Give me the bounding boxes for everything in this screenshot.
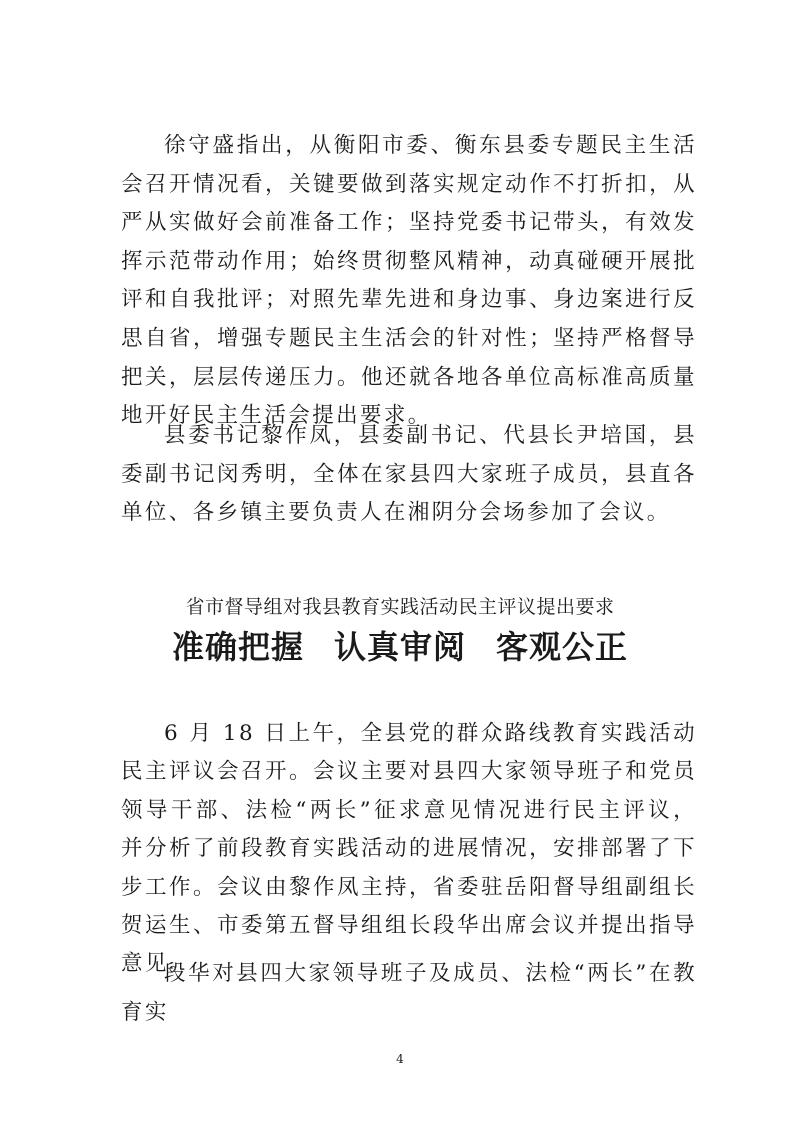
article1-paragraph-2: 县委书记黎作凤，县委副书记、代县长尹培国，县委副书记闵秀明，全体在家县四大家班子成员，县直各单位、各乡镇主要负责人在湘阴分会场参加了会议。 bbox=[121, 423, 697, 526]
headline-part-2: 认真审阅 bbox=[333, 628, 466, 666]
article2-headline bbox=[0, 622, 800, 668]
headline-part-1: 准确把握 bbox=[171, 628, 304, 666]
article2-paragraph-2: 段华对县四大家领导班子及成员、法检“两长”在教育实 bbox=[121, 961, 697, 1025]
article2-subtitle: 省市督导组对我县教育实践活动民主评议提出要求 bbox=[185, 596, 615, 618]
article1-paragraph-1: 徐守盛指出，从衡阳市委、衡东县委专题民主生活会召开情况看，关键要做到落实规定动作不打折扣，从严从实做好会前准备工作；坚持党委书记带头，有效发挥示范带动作用；始终贯彻整风精神，动真碰硬开展批评和自我批评；对照先辈先进和身边事、身边案进行反思自省，增强专题民主生活会的针对性；坚持严格督导把关，层层传递压力。他还就各地各单位高标准高质量地开好民主生活会提出要求。 bbox=[121, 133, 697, 429]
page-number: 4 bbox=[396, 1052, 404, 1066]
article2-paragraph-1: 6 月 18 日上午，全县党的群众路线教育实践活动民主评议会召开。会议主要对县四大家领导班子和党员领导干部、法检“两长”征求意见情况进行民主评议，并分析了前段教育实践活动的进展情况，安排部署了下步工作。会议由黎作凤主持，省委驻岳阳督导组副组长贺运生、市委第五督导组组长段华出席会议并提出指导意见。 bbox=[121, 721, 697, 977]
headline-part-3: 客观公正 bbox=[496, 628, 629, 666]
